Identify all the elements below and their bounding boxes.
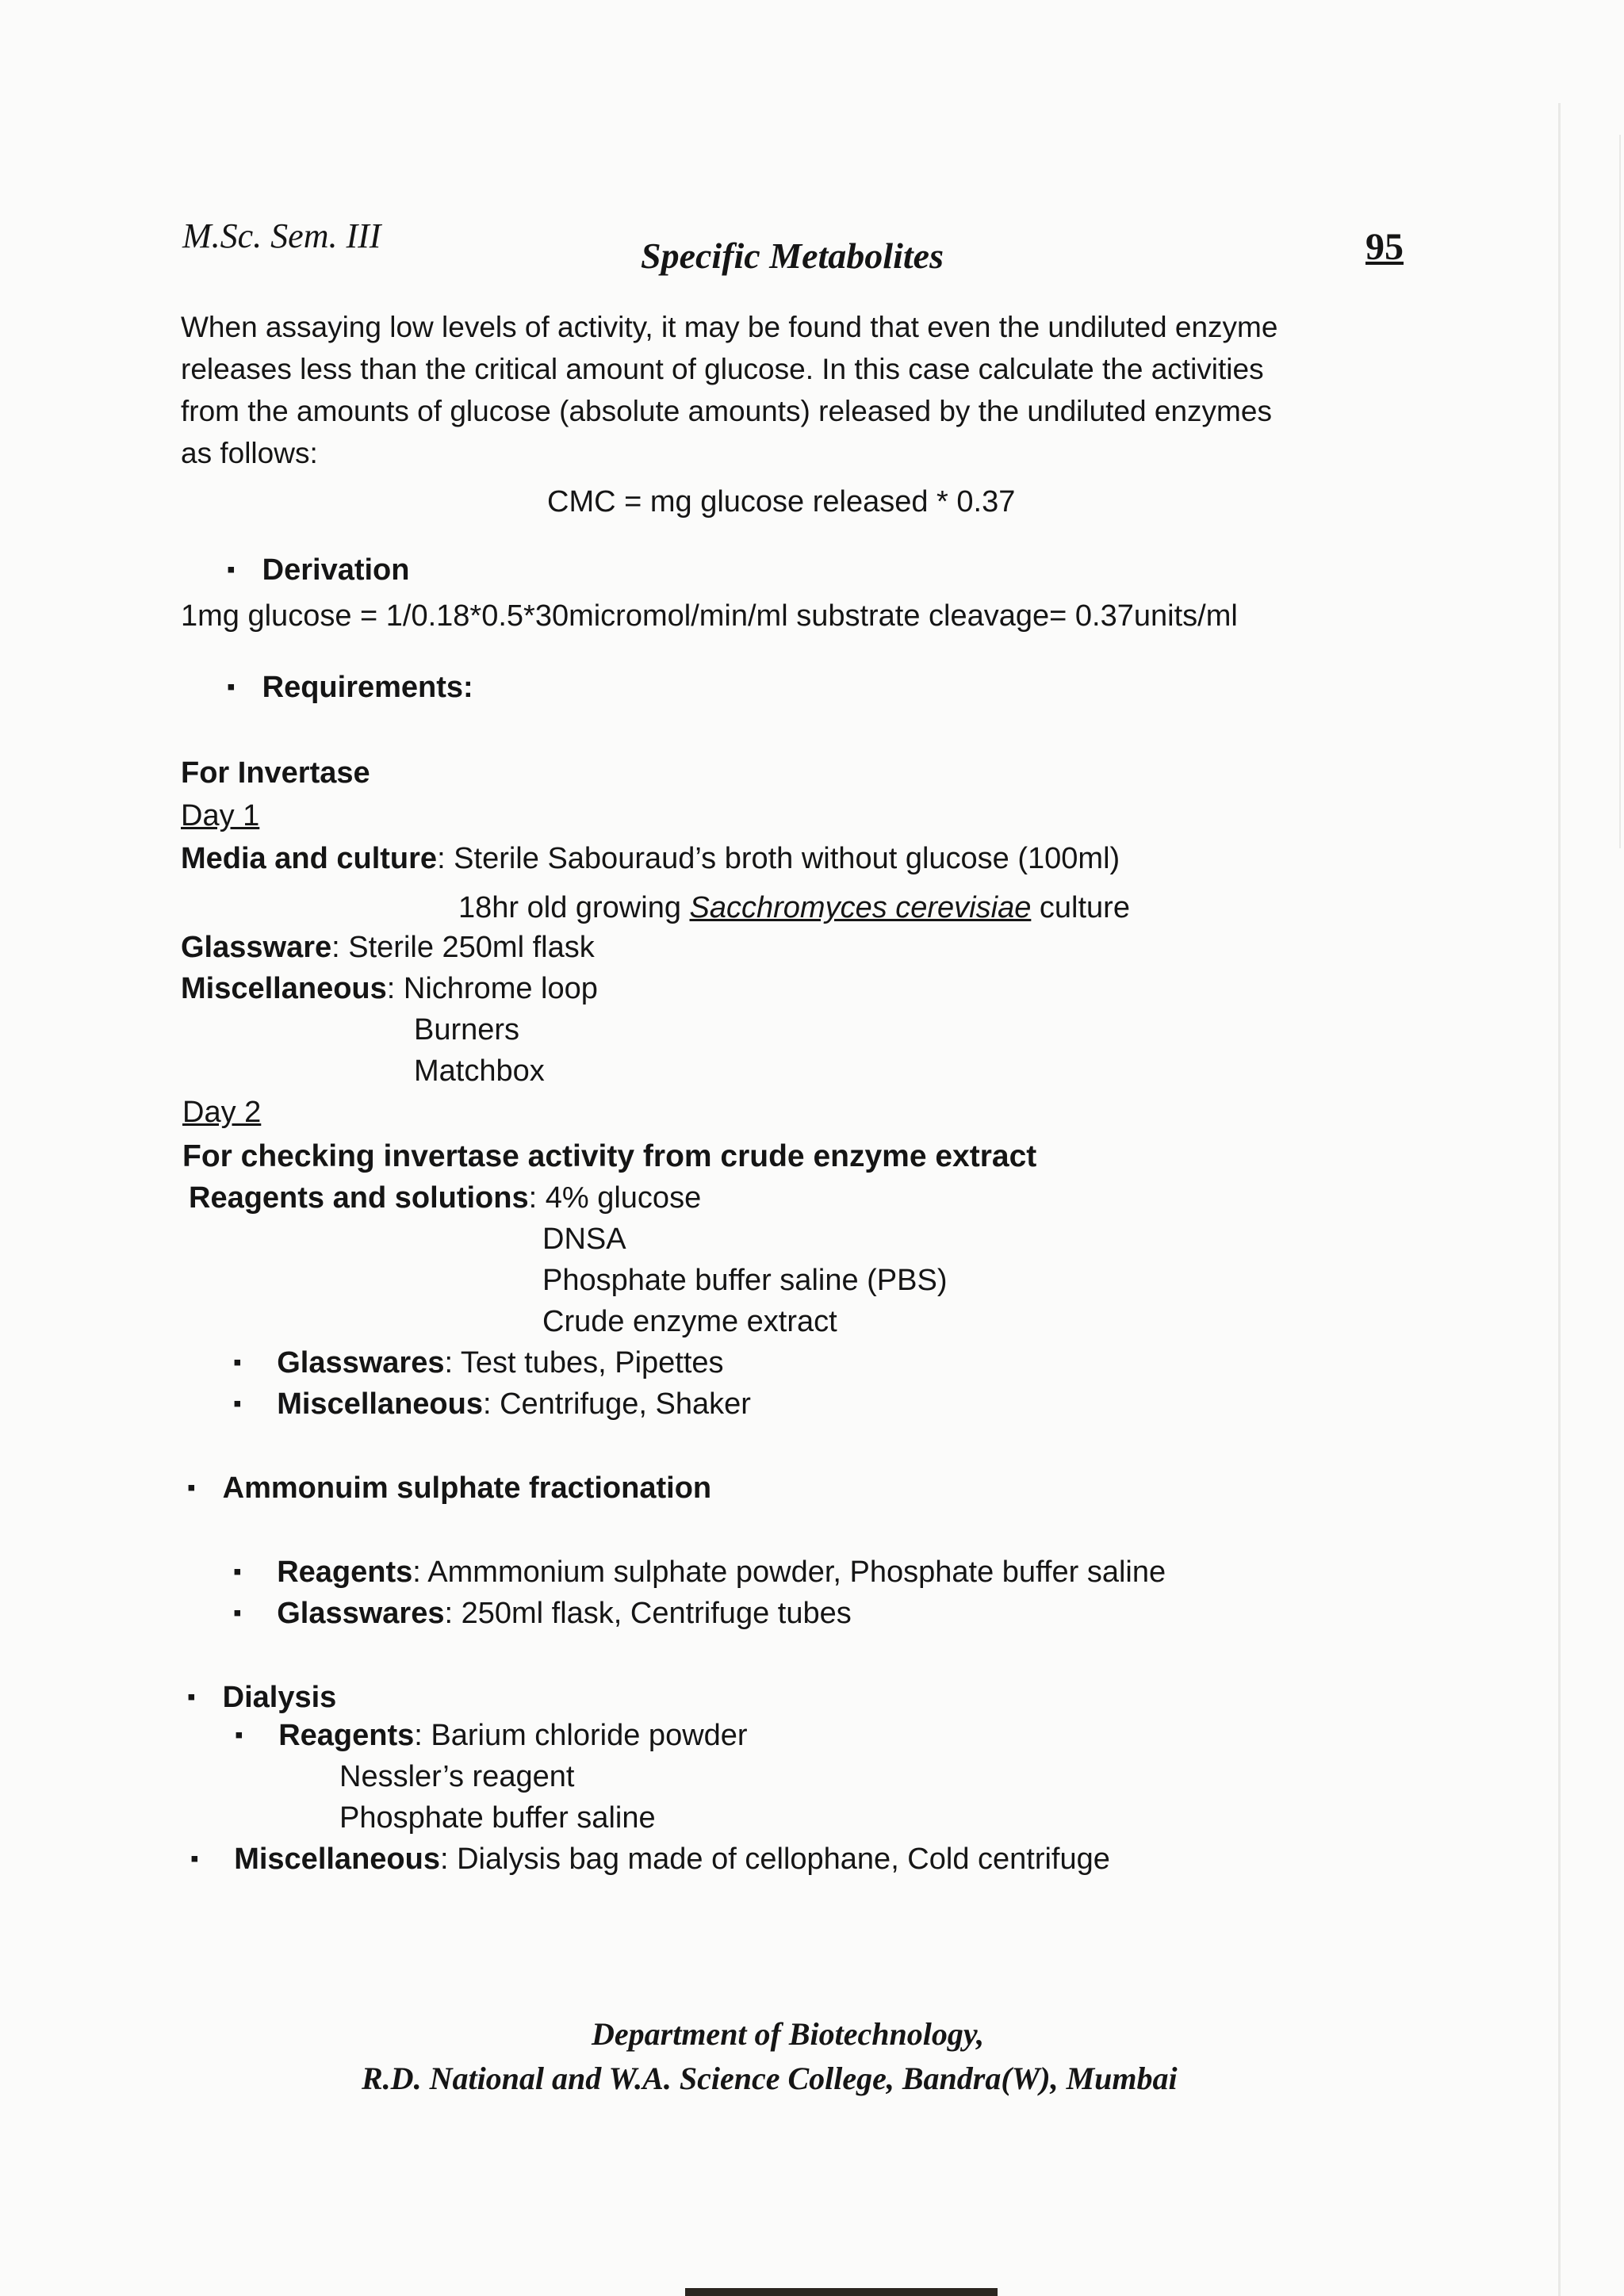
page-number: 95 bbox=[1365, 226, 1404, 268]
footer-college: R.D. National and W.A. Science College, Bandra(W), Mumbai bbox=[362, 2061, 1178, 2096]
header-title: Specific Metabolites bbox=[641, 235, 944, 276]
header-course: M.Sc. Sem. III bbox=[182, 216, 381, 255]
media-label: Media and culture bbox=[181, 842, 438, 875]
day1-title: Day 1 bbox=[181, 799, 260, 832]
misc-value: : Dialysis bag made of cellophane, Cold centrifuge bbox=[439, 1843, 1110, 1876]
misc-item: Burners bbox=[414, 1013, 520, 1047]
glassware-label: Glassware bbox=[181, 931, 332, 964]
reagent-item: DNSA bbox=[542, 1223, 626, 1256]
glasswares-label: Glasswares bbox=[277, 1346, 445, 1380]
culture-suffix: culture bbox=[1031, 891, 1130, 924]
reagents-row bbox=[189, 1178, 701, 1218]
derivation-text: 1mg glucose = 1/0.18*0.5*30micromol/min/ml substrate cleavage= 0.37units/ml bbox=[181, 599, 1238, 633]
reagents-label: Reagents bbox=[277, 1556, 413, 1589]
misc-label: Miscellaneous bbox=[181, 972, 387, 1005]
intro-line: When assaying low levels of activity, it may be found that even the undiluted enzyme bbox=[181, 311, 1278, 343]
reagents-value: : Barium chloride powder bbox=[414, 1719, 748, 1752]
glasswares-value: : 250ml flask, Centrifuge tubes bbox=[444, 1597, 852, 1630]
ammonium-glasswares-row bbox=[233, 1594, 852, 1636]
media-value: : Sterile Sabouraud’s broth without glucose (100ml) bbox=[437, 842, 1120, 875]
derivation-heading: ▪ Derivation bbox=[227, 550, 409, 592]
glasswares-label: Glasswares bbox=[277, 1597, 445, 1630]
dialysis-heading: ▪ Dialysis bbox=[187, 1678, 336, 1720]
culture-prefix: 18hr old growing bbox=[458, 891, 690, 924]
day2-title: Day 2 bbox=[182, 1096, 262, 1129]
requirements-heading: ▪ Requirements: bbox=[227, 668, 473, 710]
misc-value: : Centrifuge, Shaker bbox=[482, 1387, 751, 1421]
dialysis-reagent-item: Nessler’s reagent bbox=[339, 1760, 575, 1793]
scan-artifact-strip bbox=[685, 2288, 998, 2296]
misc-label: Miscellaneous bbox=[234, 1843, 440, 1876]
reagent-item: Crude enzyme extract bbox=[542, 1305, 837, 1338]
reagent-item: Phosphate buffer saline (PBS) bbox=[542, 1264, 948, 1297]
scan-edge-line bbox=[1558, 103, 1561, 2296]
reagents-value: : 4% glucose bbox=[528, 1181, 702, 1215]
misc-item: Matchbox bbox=[414, 1054, 545, 1088]
ammonium-heading: ▪ Ammonuim sulphate fractionation bbox=[187, 1468, 711, 1510]
reagents-value: : Ammmonium sulphate powder, Phosphate buffer saline bbox=[412, 1556, 1166, 1589]
culture-species: Sacchromyces cerevisiae bbox=[689, 891, 1032, 924]
day2-heading: For checking invertase activity from crude enzyme extract bbox=[182, 1139, 1037, 1173]
glassware-row bbox=[181, 928, 595, 967]
intro-line: from the amounts of glucose (absolute amounts) released by the undiluted enzymes bbox=[181, 395, 1272, 427]
dialysis-reagent-item: Phosphate buffer saline bbox=[339, 1801, 656, 1835]
dialysis-reagents-row bbox=[235, 1716, 748, 1758]
dialysis-misc-row bbox=[190, 1839, 1110, 1881]
glassware-value: : Sterile 250ml flask bbox=[331, 931, 595, 964]
misc-row-day2 bbox=[233, 1384, 751, 1426]
footer-department: Department of Biotechnology, bbox=[592, 2016, 985, 2052]
intro-line: releases less than the critical amount of glucose. In this case calculate the activities bbox=[181, 353, 1264, 385]
glasswares-row bbox=[233, 1343, 724, 1385]
invertase-heading: For Invertase bbox=[181, 756, 370, 790]
media-culture-row bbox=[181, 839, 1120, 878]
misc-value: : Nichrome loop bbox=[386, 972, 598, 1005]
intro-line: as follows: bbox=[181, 437, 318, 469]
misc-label: Miscellaneous bbox=[277, 1387, 483, 1421]
reagents-label: Reagents bbox=[278, 1719, 415, 1752]
cmc-formula: CMC = mg glucose released * 0.37 bbox=[547, 485, 1016, 519]
glasswares-value: : Test tubes, Pipettes bbox=[444, 1346, 724, 1380]
culture-row bbox=[458, 888, 1130, 928]
misc-row bbox=[181, 969, 598, 1008]
ammonium-reagents-row bbox=[233, 1552, 1166, 1594]
reagents-label: Reagents and solutions bbox=[189, 1181, 529, 1215]
scan-edge-line bbox=[1619, 135, 1621, 848]
